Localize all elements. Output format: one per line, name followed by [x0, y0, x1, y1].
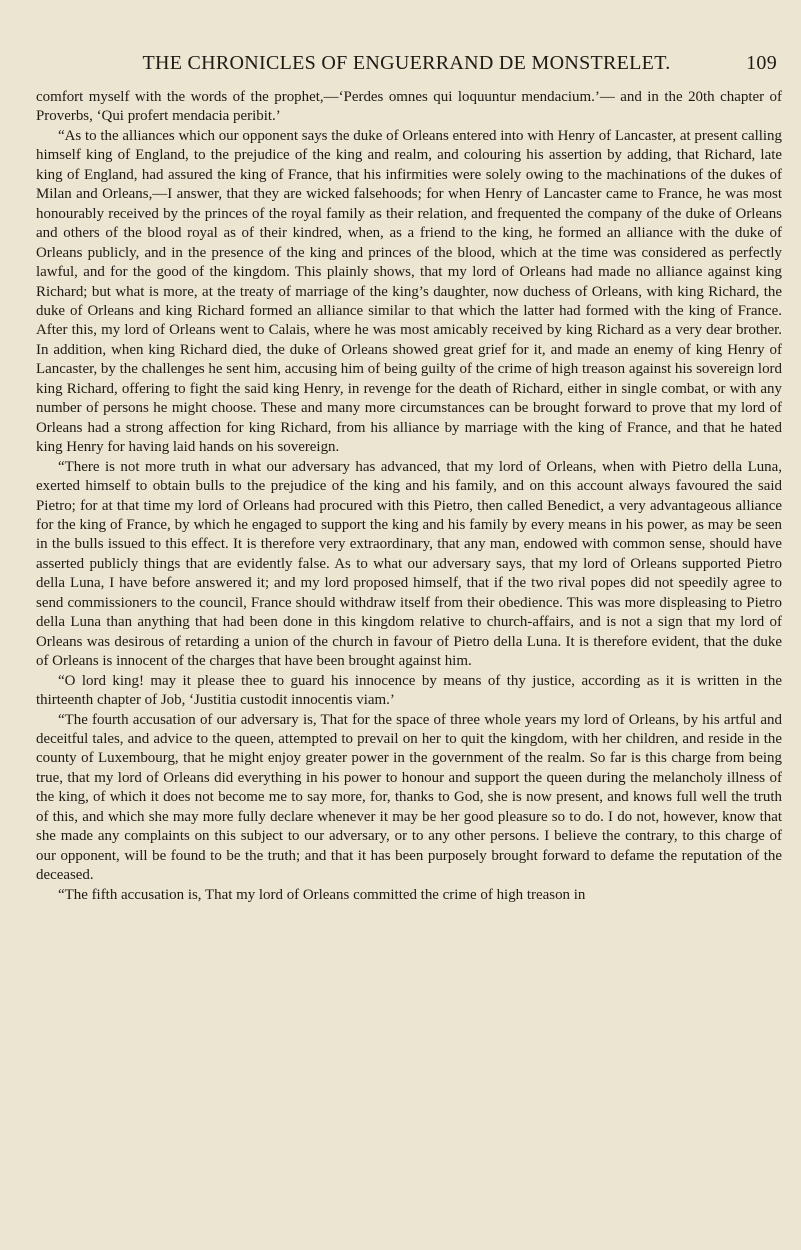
paragraph-pietro-della-luna: “There is not more truth in what our adversary has advanced, that my lord of Orleans, when with Pietro della Luna, exerted himself to obtain bulls to the prejudice of the king and his family, and on this account always favoured the said Pietro; for at that time my lord of Orleans had procured with this Pietro, then called Benedict, a very advantageous alliance for the king of France, by which he engaged to support the king and his family by every means in his power, as may be seen in the bulls issued to this effect. It is therefore very extraordinary, that any man, endowed with common sense, should have asserted publicly things that are evidently false. As to what our adversary says, that my lord of Orleans supported Pietro della Luna, I have before answered it; and my lord proposed himself, that if the two rival popes did not speedily agree to send commissioners to the council, France should withdraw itself from their obedience. This was more displeasing to Pietro della Luna than anything that had been done in this kingdom relative to church-affairs, and is not a sign that my lord of Orleans was desirous of retarding a union of the church in favour of Pietro della Luna. It is therefore evident, that the duke of Orleans is innocent of the charges that have been brought against him. [36, 458, 782, 670]
paragraph-alliances: “As to the alliances which our opponent says the duke of Orleans entered into with Henry of Lancaster, at present calling himself king of England, to the prejudice of the king and realm, and colouring his assertion by adding, that Richard, late king of England, had assured the king of France, that his infirmities were solely owing to the machinations of the dukes of Milan and Orleans,—I answer, that they are wicked falsehoods; for when Henry of Lancaster came to France, he was most honourably received by the princes of the royal family as their relation, and frequented the company of the duke of Orleans and others of the blood royal as of their kindred, when, as a friend to the king, he formed an alliance with the duke of Orleans publicly, and in the presence of the king and princes of the blood, which at the time was considered as perfectly lawful, and for the good of the kingdom. This plainly shows, that my lord of Orleans had made no alliance against king Richard; but what is more, at the treaty of marriage of the king’s daughter, now duchess of Orleans, with king Richard, the duke of Orleans and king Richard formed an alliance similar to that which the latter had formed with the king of France. After this, my lord of Orleans went to Calais, where he was most amicably received by king Richard as a very dear brother. In addition, when king Richard died, the duke of Orleans showed great grief for it, and made an enemy of king Henry of Lancaster, by the challenges he sent him, accusing him of being guilty of the crime of high treason against his sovereign lord king Richard, offering to fight the said king Henry, in revenge for the death of Richard, either in single combat, or with any number of persons he might choose. These and many more circumstances can be brought forward to prove that my lord of Orleans had a strong affection for king Richard, from his alliance by marriage with the king of France, and that he hated king Henry for having laid hands on his sovereign. [36, 127, 782, 456]
running-header [36, 52, 777, 76]
paragraph-fourth-accusation: “The fourth accusation of our adversary is, That for the space of three whole years my lord of Orleans, by his artful and deceitful tales, and advice to the queen, attempted to prevail on her to quit the kingdom, with her children, and reside in the county of Luxembourg, that he might enjoy greater power in the government of the realm. So far is this charge from being true, that my lord of Orleans did everything in his power to honour and support the queen during the melancholy illness of the king, of which it does not become me to say more, for, thanks to God, she is now present, and knows full well the truth of this, and which she may more fully declare whenever it may be her good pleasure so to do. I do not, however, know that she made any complaints on this subject to our adversary, or to any other persons. I believe the contrary, to this charge of our opponent, will be found to be the truth; and that it has been purposely brought forward to defame the reputation of the deceased. [36, 711, 782, 884]
paragraph-continuation: comfort myself with the words of the prophet,—‘Perdes omnes qui loquuntur mendacium.’— and in the 20th chapter of Proverbs, ‘Qui profert mendacia peribit.’ [36, 89, 782, 125]
paragraph-prayer: “O lord king! may it please thee to guard his innocence by means of thy justice, according as it is written in the thirteenth chapter of Job, ‘Justitia custodit innocentis viam.’ [36, 672, 782, 709]
paragraph-fifth-accusation: “The fifth accusation is, That my lord of Orleans committed the crime of high treason in [58, 886, 586, 903]
page-number: 109 [746, 52, 777, 74]
running-title: THE CHRONICLES OF ENGUERRAND DE MONSTRELET. [142, 52, 671, 74]
body-text [36, 88, 782, 905]
